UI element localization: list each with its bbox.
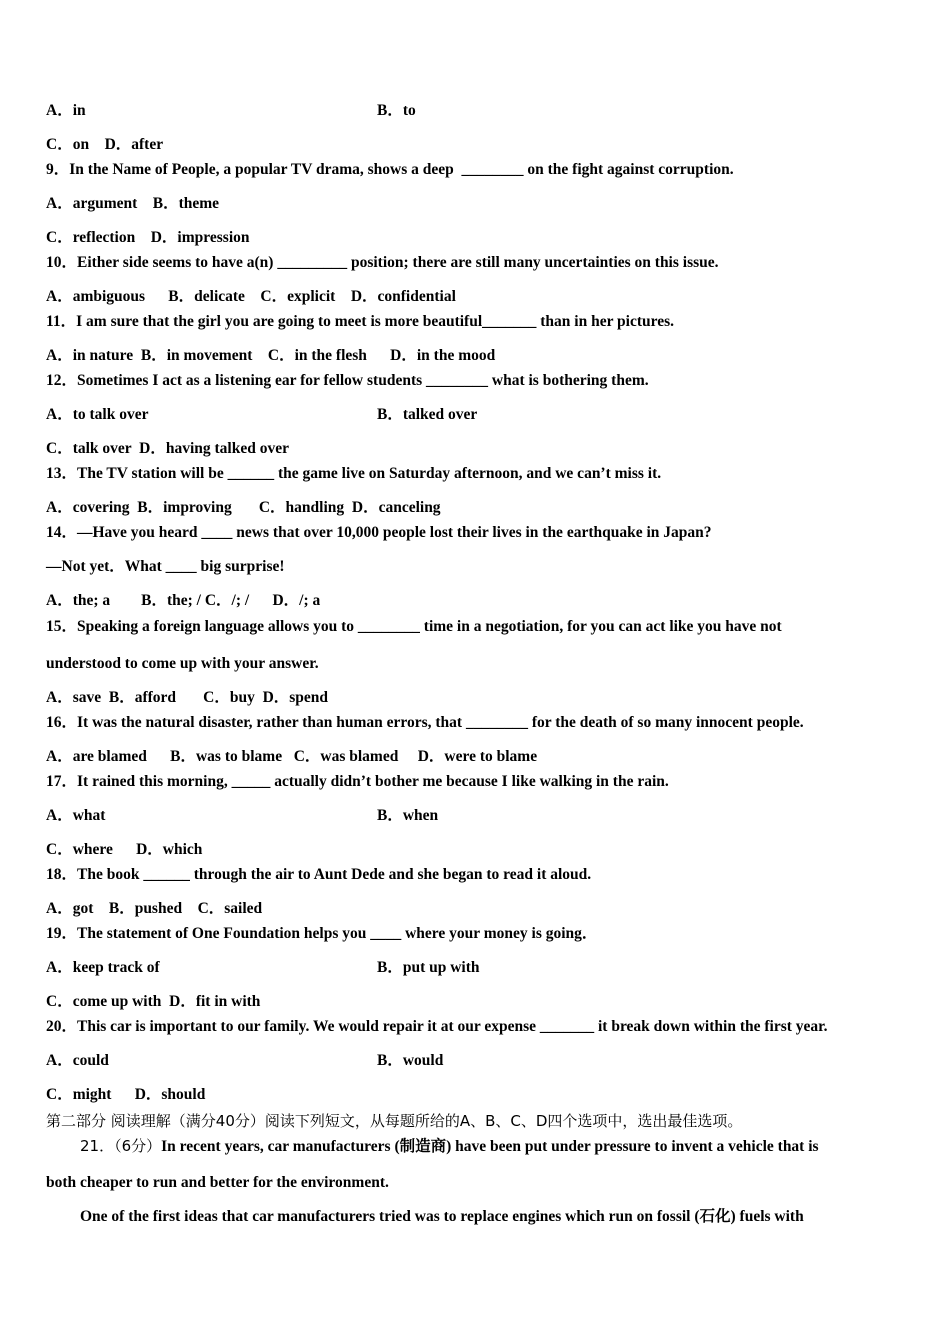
q18-stem: 18．The book ______ through the air to Aunt Dede and she began to read it aloud. bbox=[46, 866, 592, 883]
q14-stem: 14．—Have you heard ____ news that over 10,000 people lost their lives in the earthquake in Japan? bbox=[46, 524, 712, 541]
q18-options: A．got B．pushed C．sailed bbox=[46, 900, 263, 917]
q21-text-line2: both cheaper to run and better for the environment. bbox=[46, 1174, 389, 1191]
q21-number: 21．（6分） bbox=[80, 1137, 162, 1155]
q21-text-line3: One of the first ideas that car manufacturers tried was to replace engines which run on fossil (石化) fuels with bbox=[80, 1208, 804, 1225]
q8-option-b: B．to bbox=[377, 102, 416, 119]
part2-heading: 第二部分 阅读理解（满分40分）阅读下列短文，从每题所给的A、B、C、D四个选项中，选出最佳选项。 bbox=[46, 1112, 743, 1130]
q9-stem: 9．In the Name of People, a popular TV drama, shows a deep ________ on the fight against corruption. bbox=[46, 161, 734, 178]
q15-stem-line1: 15．Speaking a foreign language allows you to ________ time in a negotiation, for you can act like you have not bbox=[46, 618, 782, 635]
q16-stem: 16．It was the natural disaster, rather than human errors, that ________ for the death of so many innocent people. bbox=[46, 714, 804, 731]
q13-stem: 13．The TV station will be ______ the game live on Saturday afternoon, and we can’t miss it. bbox=[46, 465, 662, 482]
q13-options: A．covering B．improving C．handling D．canceling bbox=[46, 499, 441, 516]
q9-options-ab: A．argument B．theme bbox=[46, 195, 220, 212]
q11-options: A．in nature B．in movement C．in the flesh D．in the mood bbox=[46, 347, 496, 364]
q17-option-b: B．when bbox=[377, 807, 439, 824]
q14-options: A．the; a B．the; / C．/; / D．/; a bbox=[46, 592, 321, 609]
q17-option-a: A．what bbox=[46, 807, 106, 824]
q20-option-b: B．would bbox=[377, 1052, 444, 1069]
q19-option-b: B．put up with bbox=[377, 959, 480, 976]
q8-option-a: A．in bbox=[46, 102, 86, 119]
q20-stem: 20．This car is important to our family. We would repair it at our expense _______ it break down within the first year. bbox=[46, 1018, 828, 1035]
q10-stem: 10．Either side seems to have a(n) _________ position; there are still many uncertainties on this issue. bbox=[46, 254, 719, 271]
q12-stem: 12．Sometimes I act as a listening ear for fellow students ________ what is bothering them. bbox=[46, 372, 649, 389]
q19-options-cd: C．come up with D．fit in with bbox=[46, 993, 261, 1010]
q15-stem-line2: understood to come up with your answer. bbox=[46, 655, 319, 672]
q10-options: A．ambiguous B．delicate C．explicit D．confidential bbox=[46, 288, 456, 305]
q12-option-b: B．talked over bbox=[377, 406, 478, 423]
q21-paragraph-line1 bbox=[80, 1136, 819, 1157]
q21-text-line1: In recent years, car manufacturers (制造商) have been put under pressure to invent a vehicle that is bbox=[161, 1138, 819, 1155]
q17-stem: 17．It rained this morning, _____ actually didn’t bother me because I like walking in the rain. bbox=[46, 773, 669, 790]
q8-options-cd: C．on D．after bbox=[46, 136, 164, 153]
q16-options: A．are blamed B．was to blame C．was blamed D．were to blame bbox=[46, 748, 538, 765]
q12-options-cd: C．talk over D．having talked over bbox=[46, 440, 289, 457]
q14-reply: —Not yet．What ____ big surprise! bbox=[46, 558, 285, 575]
q9-options-cd: C．reflection D．impression bbox=[46, 229, 250, 246]
q12-option-a: A．to talk over bbox=[46, 406, 149, 423]
q19-option-a: A．keep track of bbox=[46, 959, 160, 976]
q20-options-cd: C．might D．should bbox=[46, 1086, 206, 1103]
q17-options-cd: C．where D．which bbox=[46, 841, 203, 858]
q11-stem: 11．I am sure that the girl you are going to meet is more beautiful_______ than in her pictures. bbox=[46, 313, 675, 330]
q19-stem: 19．The statement of One Foundation helps you ____ where your money is going． bbox=[46, 925, 598, 942]
q15-options: A．save B．afford C．buy D．spend bbox=[46, 689, 329, 706]
q20-option-a: A．could bbox=[46, 1052, 109, 1069]
